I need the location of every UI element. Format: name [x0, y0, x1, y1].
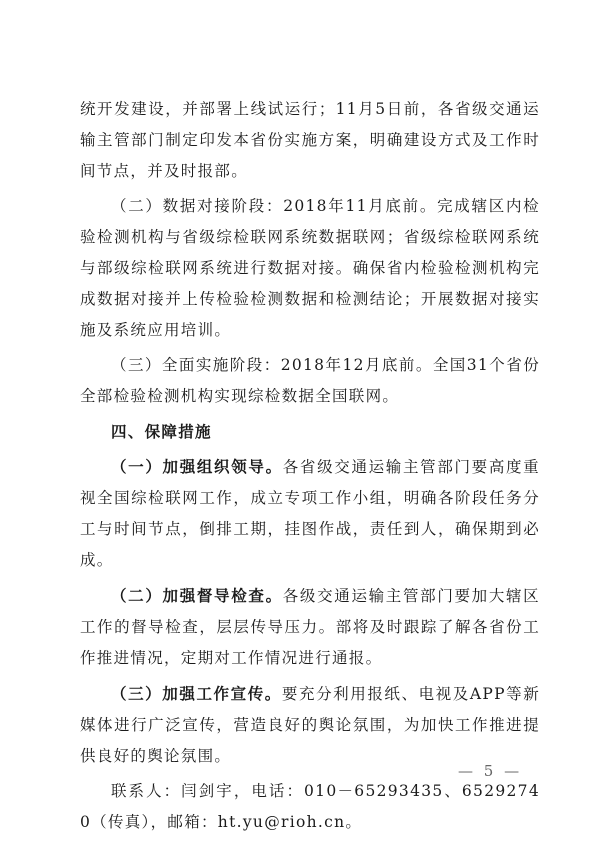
paragraph-lead: （三）全面实施阶段：	[111, 356, 281, 374]
paragraph-continuation	[80, 94, 540, 187]
measure-text: 要充分利用报纸、电视及APP等新媒体进行广泛宣传，营造良好的舆论氛围，为加快工作推进提供良好的舆论氛围。	[80, 685, 540, 765]
measure-text: 各级交通运输主管部门要加大辖区工作的督导检查，层层传导压力。部将及时跟踪了解各省份工作推进情况，定期对工作情况进行通报。	[80, 587, 540, 667]
paragraph-data-integration	[80, 191, 540, 346]
measure-text: 各省级交通运输主管部门要高度重视全国综检联网工作，成立专项工作小组，明确各阶段任务分工与时间节点，倒排工期，挂图作战，责任到人，确保期到必成。	[80, 458, 540, 569]
measure-lead: （三）加强工作宣传。	[111, 684, 282, 703]
paragraph-lead: （二）数据对接阶段：	[111, 197, 284, 215]
page-number: — 5 —	[458, 762, 523, 780]
section-title: 四、保障措施	[111, 422, 212, 441]
paragraph-text: 2018年11月底前。完成辖区内检验检测机构与省级综检联网系统数据联网；省级综检联网系统与部级综检联网系统进行数据对接。确保省内检验检测机构完成数据对接并上传检验检测数据和检测结论；开展数据对接实施及系统应用培训。	[80, 197, 540, 339]
contact-info: 联系人：闫剑宇，电话：010－65293435、65292740（传真），邮箱：ht.yu@rioh.cn。	[80, 782, 540, 831]
page-content	[80, 94, 540, 842]
paragraph-text: 2018年12月底前。全国31个省份全部检验检测机构实现综检数据全国联网。	[80, 356, 540, 405]
measure-supervision	[80, 580, 540, 674]
paragraph-text: 统开发建设，并部署上线试运行；11月5日前，各省级交通运输主管部门制定印发本省份实施方案，明确建设方式及工作时间节点，并及时报部。	[80, 100, 540, 180]
measure-lead: （二）加强督导检查。	[111, 586, 283, 605]
paragraph-full-implementation	[80, 350, 540, 412]
measure-organization	[80, 451, 540, 576]
measure-publicity	[80, 678, 540, 772]
measure-lead: （一）加强组织领导。	[111, 457, 283, 476]
